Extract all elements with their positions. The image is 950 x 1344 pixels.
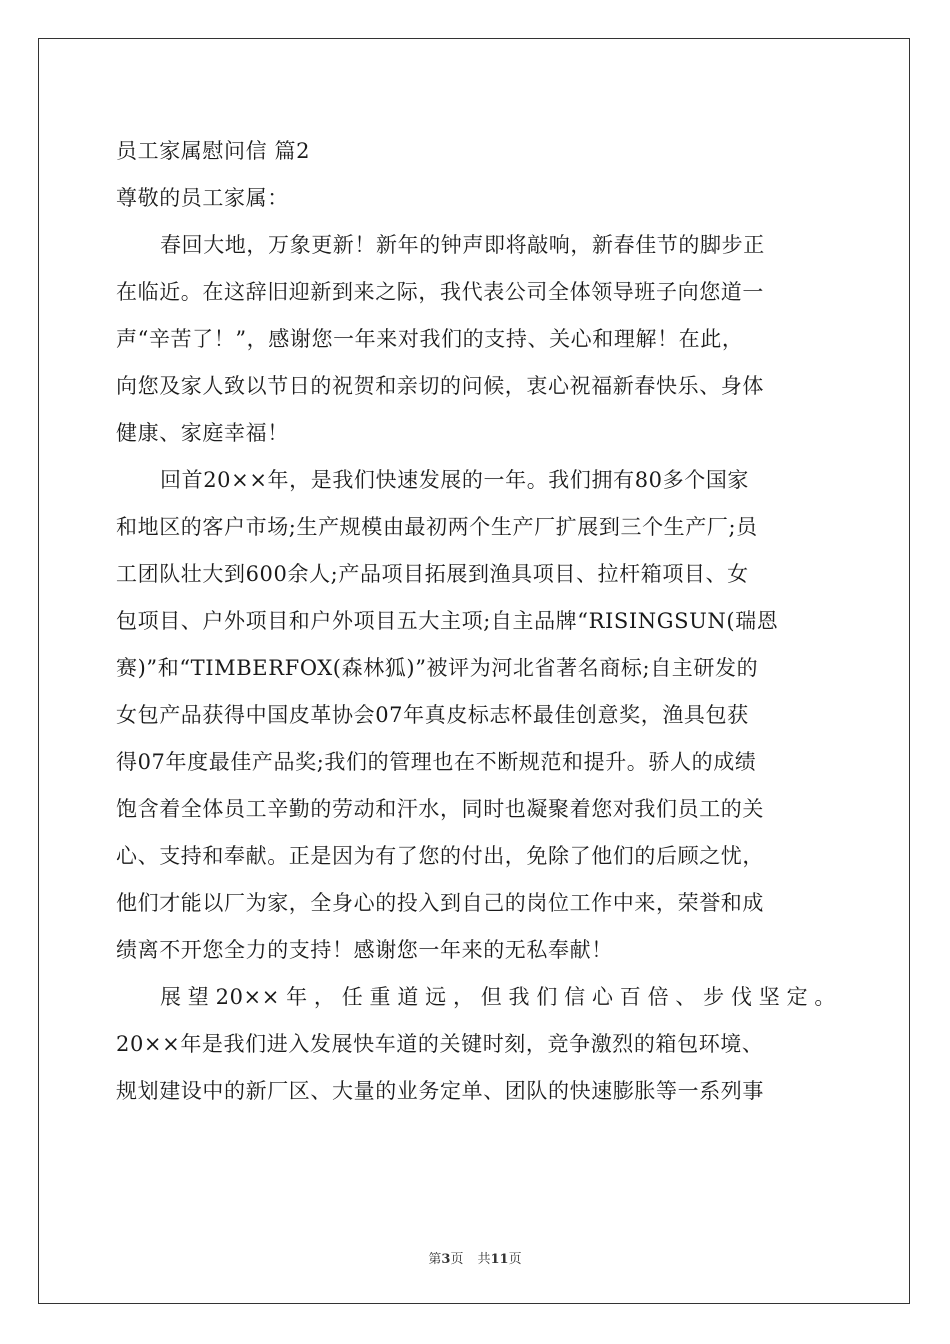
paragraph-line: 声“辛苦了！”，感谢您一年来对我们的支持、关心和理解！在此，	[116, 327, 744, 351]
paragraph-line: 展望20××年，任重道远，但我们信心百倍、步伐坚定。	[160, 985, 836, 1009]
paragraph-line: 他们才能以厂为家，全身心的投入到自己的岗位工作中来，荣誉和成	[116, 891, 764, 915]
paragraph-line: 和地区的客户市场;生产规模由最初两个生产厂扩展到三个生产厂;员	[116, 515, 758, 539]
salutation: 尊敬的员工家属：	[116, 186, 289, 210]
paragraph-line: 赛)”和“TIMBERFOX(森林狐)”被评为河北省著名商标;自主研发的	[116, 656, 759, 680]
paragraph-line: 健康、家庭幸福！	[116, 421, 289, 445]
paragraph-line: 心、支持和奉献。正是因为有了您的付出，免除了他们的后顾之忧，	[116, 844, 764, 868]
page-suffix: 页	[450, 1252, 464, 1267]
page-current: 3	[441, 1252, 451, 1267]
page-prefix: 第	[428, 1252, 442, 1267]
document-title: 员工家属慰问信 篇2	[116, 139, 311, 163]
page-footer	[0, 1248, 950, 1267]
paragraph-line: 饱含着全体员工辛勤的劳动和汗水，同时也凝聚着您对我们员工的关	[116, 797, 764, 821]
total-suffix: 页	[508, 1252, 522, 1267]
paragraph-line: 工团队壮大到600余人;产品项目拓展到渔具项目、拉杆箱项目、女	[116, 562, 749, 586]
paragraph-line: 向您及家人致以节日的祝贺和亲切的问候，衷心祝福新春快乐、身体	[116, 374, 764, 398]
page-total: 11	[490, 1252, 509, 1267]
paragraph-line: 女包产品获得中国皮革协会07年真皮标志杯最佳创意奖，渔具包获	[116, 703, 749, 727]
paragraph-line: 绩离不开您全力的支持！感谢您一年来的无私奉献！	[116, 938, 613, 962]
paragraph-line: 春回大地，万象更新！新年的钟声即将敲响，新春佳节的脚步正	[160, 233, 765, 257]
paragraph-line: 20××年是我们进入发展快车道的关键时刻，竞争激烈的箱包环境、	[116, 1032, 764, 1056]
paragraph-line: 得07年度最佳产品奖;我们的管理也在不断规范和提升。骄人的成绩	[116, 750, 757, 774]
total-prefix: 共	[477, 1252, 491, 1267]
paragraph-line: 规划建设中的新厂区、大量的业务定单、团队的快速膨胀等一系列事	[116, 1079, 764, 1103]
paragraph-line: 回首20××年，是我们快速发展的一年。我们拥有80多个国家	[160, 468, 750, 492]
paragraph-line: 在临近。在这辞旧迎新到来之际，我代表公司全体领导班子向您道一	[116, 280, 764, 304]
paragraph-line: 包项目、户外项目和户外项目五大主项;自主品牌“RISINGSUN(瑞恩	[116, 609, 779, 633]
document-body	[116, 128, 836, 1115]
